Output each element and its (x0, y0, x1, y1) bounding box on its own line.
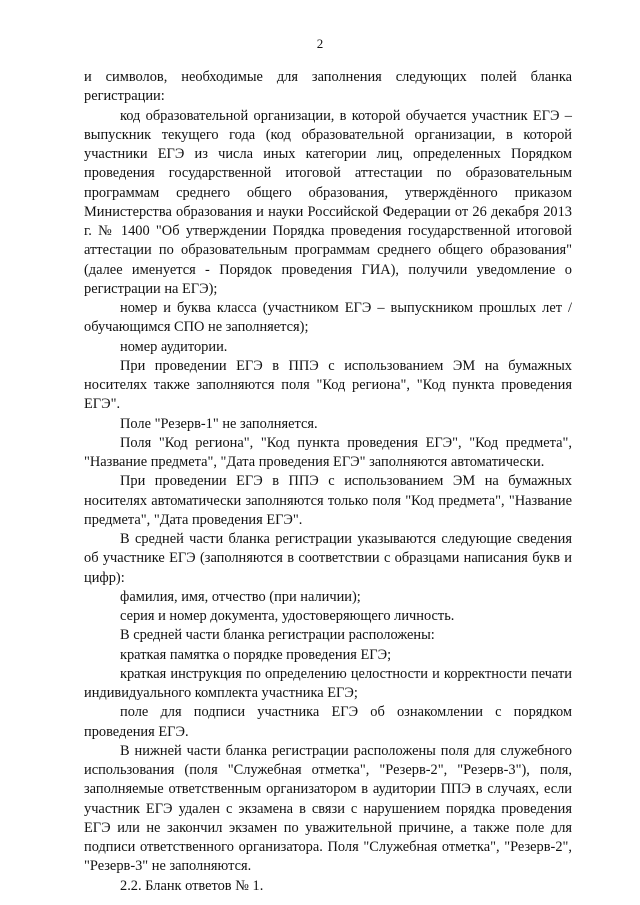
paragraph: код образовательной организации, в которой обучается участник ЕГЭ – выпускник текущего года (код образовательной организации, в которой участники ЕГЭ из числа иных категории лиц, определенных Порядком проведения государственной итоговой аттестации по образовательным программам среднего общего образования, утверждённого приказом Министерства образования и науки Российской Федерации от 26 декабря 2013 г. № 1400 "Об утверждении Порядка проведения государственной итоговой аттестации по образовательным программам среднего общего образования" (далее именуется - Порядок проведения ГИА), получили уведомление о регистрации на ЕГЭ); (84, 107, 572, 297)
paragraph: краткая инструкция по определению целостности и корректности печати индивидуального комплекта участника ЕГЭ; (84, 665, 572, 701)
document-body (84, 68, 572, 896)
paragraph: и символов, необходимые для заполнения следующих полей бланка регистрации: (84, 69, 572, 105)
paragraph: В средней части бланка регистрации расположены: (120, 627, 435, 644)
paragraph: При проведении ЕГЭ в ППЭ с использованием ЭМ на бумажных носителях автоматически заполняются только поля "Код предмета", "Название предмета", "Дата проведения ЕГЭ". (84, 473, 572, 528)
paragraph: Поле "Резерв-1" не заполняется. (120, 415, 318, 432)
paragraph: 2.2. Бланк ответов № 1. (120, 877, 264, 894)
paragraph: номер и буква класса (участником ЕГЭ – выпускником прошлых лет / обучающимся СПО не заполняется); (84, 300, 572, 336)
paragraph: При проведении ЕГЭ в ППЭ с использованием ЭМ на бумажных носителях также заполняются поля "Код региона", "Код пункта проведения ЕГЭ". (84, 357, 572, 413)
paragraph: Поля "Код региона", "Код пункта проведения ЕГЭ", "Код предмета", "Название предмета", "Дата проведения ЕГЭ" заполняются автоматически. (84, 434, 572, 470)
paragraph: В средней части бланка регистрации указываются следующие сведения об участнике ЕГЭ (заполняются в соответствии с образцами написания букв и цифр): (84, 531, 572, 586)
page-number: 2 (316, 36, 324, 51)
paragraph: В нижней части бланка регистрации расположены поля для служебного использования (поля "Служебная отметка", "Резерв-2", "Резерв-3"), поля, заполняемые ответственным организатором в аудитории ППЭ в случаях, если участник ЕГЭ удален с экзамена в связи с нарушением порядка проведения ЕГЭ или не закончил экзамен по уважительной причине, а также поле для подписи ответственного организатора. Поля "Служебная отметка", "Резерв-2", "Резерв-3" не заполняются. (84, 742, 572, 875)
paragraph: номер аудитории. (120, 338, 228, 355)
paragraph: краткая памятка о порядке проведения ЕГЭ; (120, 646, 392, 663)
paragraph: серия и номер документа, удостоверяющего личность. (120, 608, 455, 624)
paragraph: поле для подписи участника ЕГЭ об ознакомлении с порядком проведения ЕГЭ. (84, 704, 572, 740)
paragraph: фамилия, имя, отчество (при наличии); (120, 588, 361, 605)
